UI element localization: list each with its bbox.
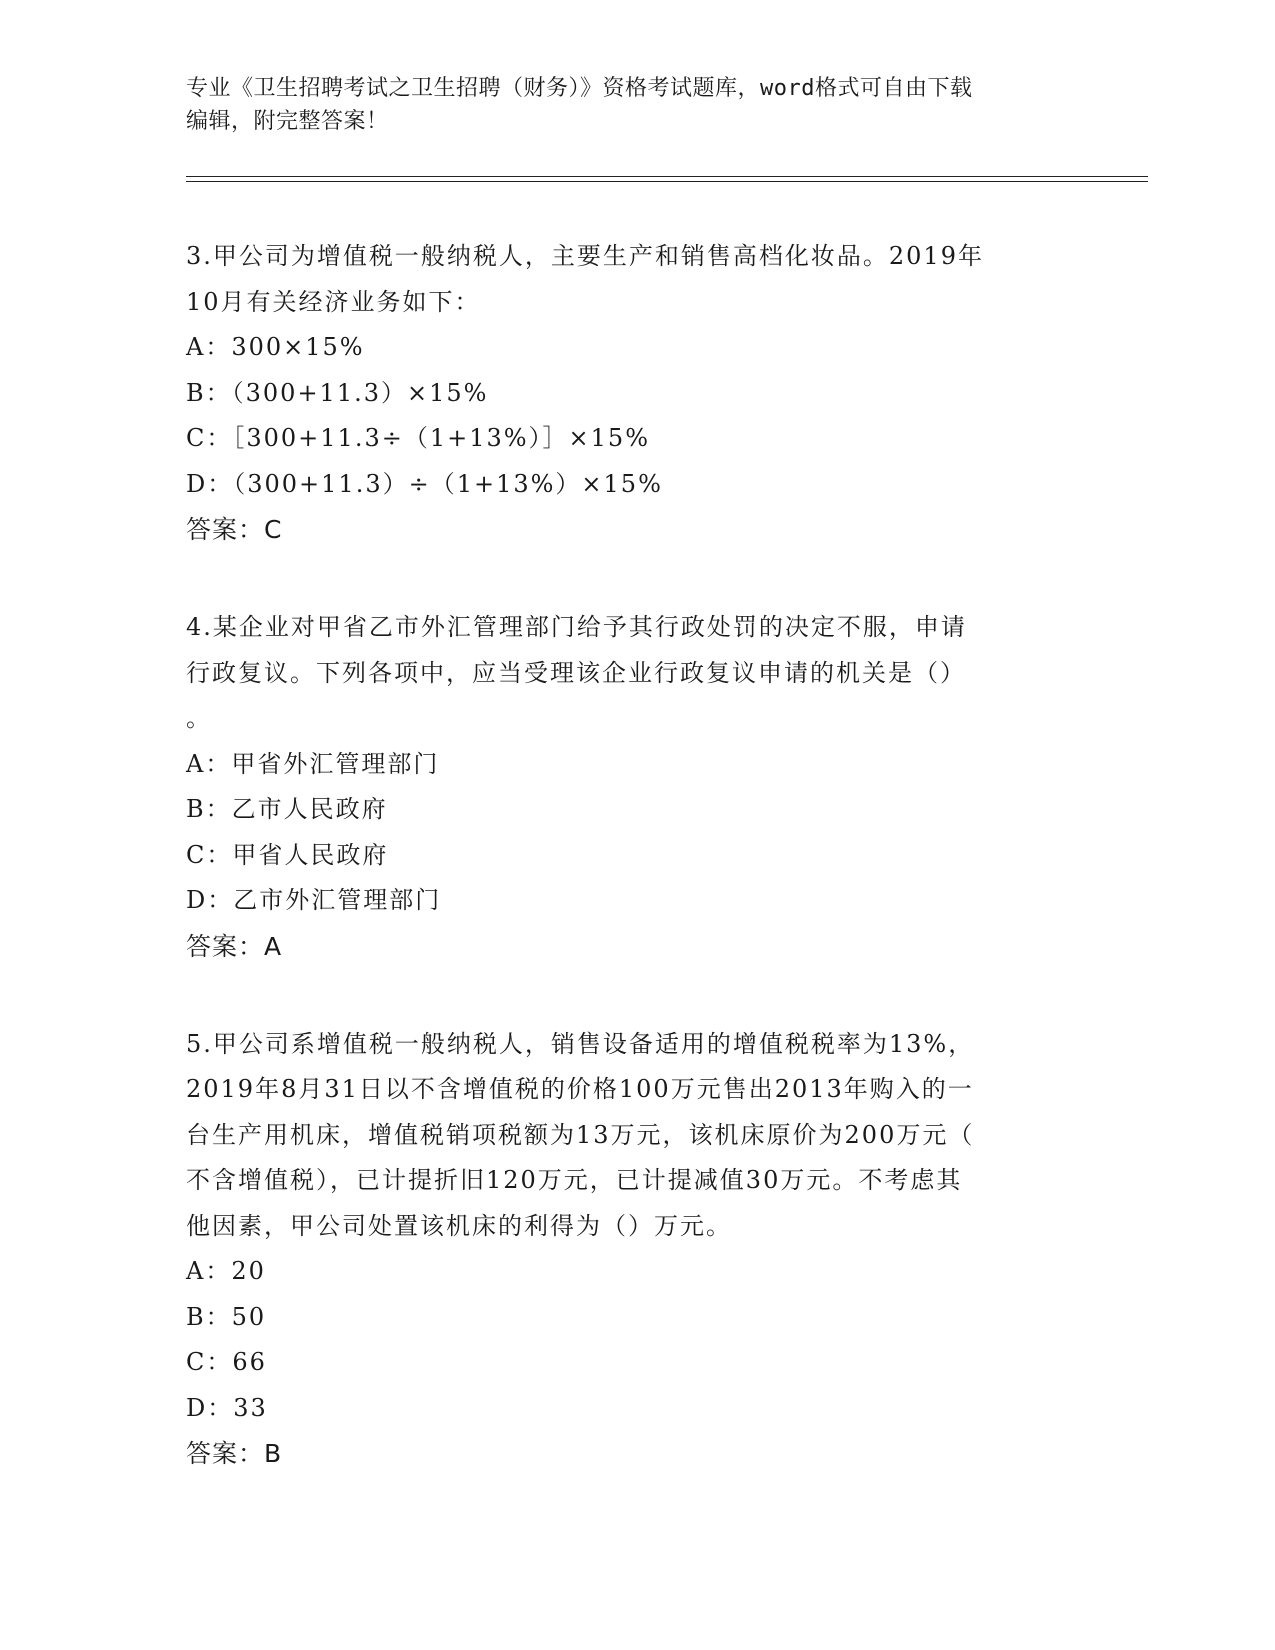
option-a: A：20 <box>186 1257 266 1285</box>
question-stem <box>186 1022 1086 1250</box>
option-d: D：乙市外汇管理部门 <box>186 886 442 914</box>
option-c: C：甲省人民政府 <box>186 840 389 869</box>
option-d: D：33 <box>186 1393 268 1422</box>
answer-label: 答案：A <box>186 931 283 961</box>
option-c: C：［300+11.3÷（1+13%）］×15% <box>186 424 651 452</box>
question-4 <box>186 605 1086 970</box>
option-d: D：（300+11.3）÷（1+13%）×15% <box>186 469 663 498</box>
stem-line: 。 <box>186 704 212 732</box>
option-c: C：66 <box>186 1348 267 1376</box>
stem-line: 台生产用机床，增值税销项税额为13万元，该机床原价为200万元（ <box>186 1120 975 1149</box>
stem-line: 5.甲公司系增值税一般纳税人，销售设备适用的增值税税率为13%， <box>186 1029 975 1058</box>
stem-line: 4.某企业对甲省乙市外汇管理部门给予其行政处罚的决定不服，申请 <box>186 613 967 641</box>
header-divider <box>186 176 1148 182</box>
stem-line: 3.甲公司为增值税一般纳税人，主要生产和销售高档化妆品。2019年 <box>186 242 984 270</box>
option-b: B：乙市人民政府 <box>186 795 388 823</box>
document-header <box>186 72 1066 138</box>
stem-line: 不含增值税），已计提折旧120万元，已计提减值30万元。不考虑其 <box>186 1166 963 1194</box>
question-stem <box>186 234 1086 325</box>
question-stem <box>186 605 1086 742</box>
question-list <box>186 234 1086 1529</box>
option-b: B：（300+11.3）×15% <box>186 378 489 407</box>
answer-label: 答案：B <box>186 1439 283 1468</box>
header-line-2: 编辑，附完整答案！ <box>186 109 389 134</box>
stem-line: 10月有关经济业务如下： <box>186 287 481 316</box>
answer-label: 答案：C <box>186 515 283 544</box>
option-a: A：300×15% <box>186 333 365 361</box>
question-3 <box>186 234 1086 553</box>
stem-line: 他因素，甲公司处置该机床的利得为（）万元。 <box>186 1211 732 1240</box>
stem-line: 2019年8月31日以不含增值税的价格100万元售出2013年购入的一 <box>186 1075 974 1103</box>
option-a: A：甲省外汇管理部门 <box>186 749 440 778</box>
option-b: B：50 <box>186 1302 267 1331</box>
stem-line: 行政复议。下列各项中，应当受理该企业行政复议申请的机关是（） <box>186 658 966 687</box>
question-5 <box>186 1022 1086 1478</box>
header-line-1: 专业《卫生招聘考试之卫生招聘（财务）》资格考试题库，word格式可自由下载 <box>186 76 973 101</box>
